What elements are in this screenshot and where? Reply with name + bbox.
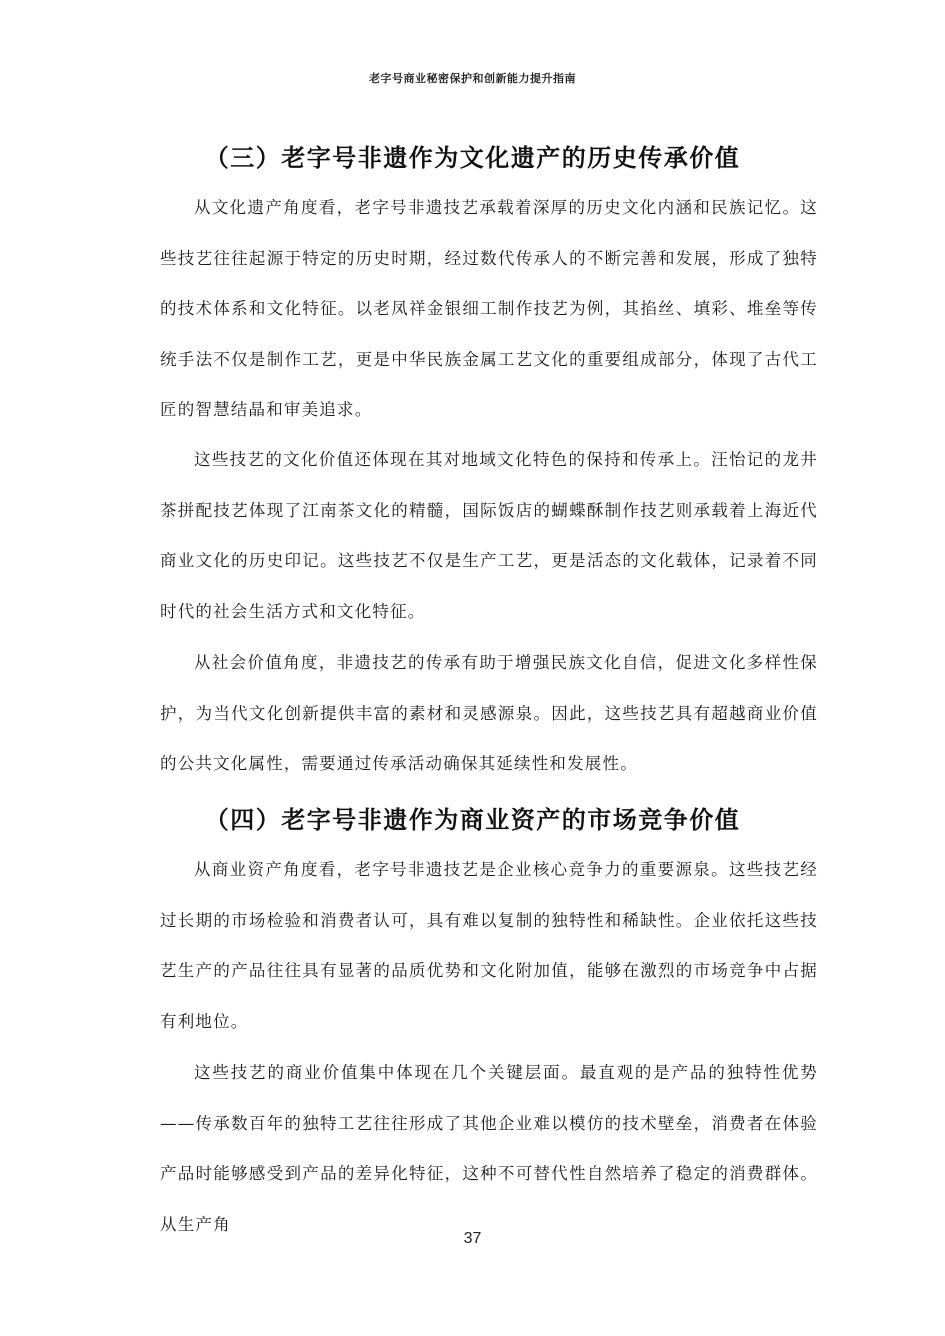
body-paragraph: 这些技艺的文化价值还体现在其对地域文化特色的保持和传承上。汪怡记的龙井茶拼配技艺体现了江南茶文化的精髓，国际饭店的蝴蝶酥制作技艺则承载着上海近代商业文化的历史印记。这些技艺不仅是生产工艺，更是活态的文化载体，记录着不同时代的社会生活方式和文化特征。 bbox=[160, 450, 818, 621]
page-number: 37 bbox=[463, 1230, 482, 1247]
body-paragraph: 这些技艺的商业价值集中体现在几个关键层面。最直观的是产品的独特性优势——传承数百年的独特工艺往往形成了其他企业难以模仿的技术壁垒，消费者在体验产品时能够感受到产品的差异化特征，这种不可替代性自然培养了稳定的消费群体。从生产角 bbox=[160, 1063, 818, 1234]
body-paragraph: 从社会价值角度，非遗技艺的传承有助于增强民族文化自信，促进文化多样性保护，为当代文化创新提供丰富的素材和灵感源泉。因此，这些技艺具有超越商业价值的公共文化属性，需要通过传承活动确保其延续性和发展性。 bbox=[160, 653, 818, 773]
body-paragraph: 从文化遗产角度看，老字号非遗技艺承载着深厚的历史文化内涵和民族记忆。这些技艺往往起源于特定的历史时期，经过数代传承人的不断完善和发展，形成了独特的技术体系和文化特征。以老凤祥金银细工制作技艺为例，其掐丝、填彩、堆垒等传统手法不仅是制作工艺，更是中华民族金属工艺文化的重要组成部分，体现了古代工匠的智慧结晶和审美追求。 bbox=[160, 198, 818, 419]
section-heading-3: （三）老字号非遗作为文化遗产的历史传承价值 bbox=[204, 144, 741, 172]
section-heading-4: （四）老字号非遗作为商业资产的市场竞争价值 bbox=[204, 806, 741, 834]
body-paragraph: 从商业资产角度看，老字号非遗技艺是企业核心竞争力的重要源泉。这些技艺经过长期的市场检验和消费者认可，具有难以复制的独特性和稀缺性。企业依托这些技艺生产的产品往往具有显著的品质优势和文化附加值，能够在激烈的市场竞争中占据有利地位。 bbox=[160, 860, 818, 1031]
running-header: 老字号商业秘密保护和创新能力提升指南 bbox=[369, 72, 576, 85]
